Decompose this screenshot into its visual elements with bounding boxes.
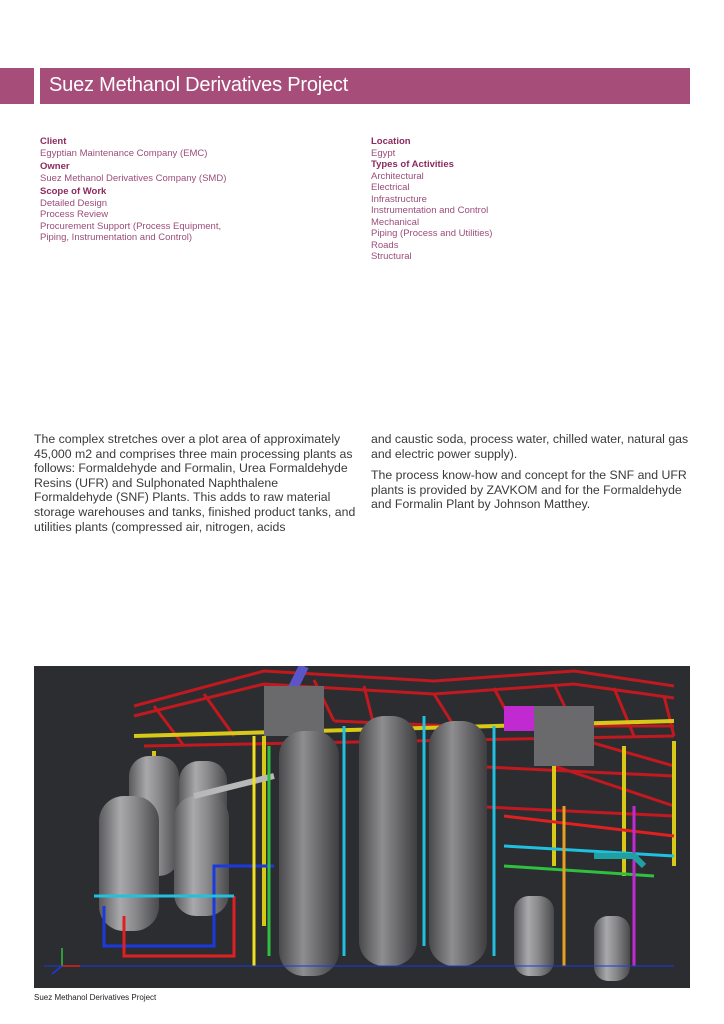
body-paragraph: The process know-how and concept for the SNF and UFR plants is provided by ZAVKOM and for the Formaldehyde and Formalin Plant by Johnson Matthey.: [371, 468, 687, 512]
scope-item: Piping, Instrumentation and Control): [40, 232, 193, 243]
plant-3d-model-image: [34, 666, 690, 988]
info-left-column: [40, 136, 340, 244]
activity-item: Instrumentation and Control: [371, 205, 489, 216]
title-bar: [40, 68, 690, 104]
body-left-column: [34, 432, 356, 541]
activity-item: Roads: [371, 239, 399, 251]
info-right-column: [371, 136, 671, 263]
client-label: Client: [40, 136, 67, 147]
header-accent-tab: [0, 68, 34, 104]
activity-item: Piping (Process and Utilities): [371, 228, 493, 239]
client-value: Egyptian Maintenance Company (EMC): [40, 147, 208, 159]
owner-value: Suez Methanol Derivatives Company (SMD): [40, 172, 227, 184]
body-right-column: [371, 432, 693, 519]
location-value: Egypt: [371, 147, 396, 159]
page-title: Suez Methanol Derivatives Project: [49, 74, 349, 96]
scope-item: Process Review: [40, 209, 109, 220]
activity-item: Structural: [371, 251, 412, 262]
body-paragraph: The complex stretches over a plot area of approximately 45,000 m2 and comprises three main processing plants as follows: Formaldehyde and Formalin, Urea Formaldehyde Resins (UFR) and Sulphonated Naphthalene Formaldehyde (SNF) Plants. This adds to raw material storage warehouses and tanks, finished product tanks, and utilities plants (compressed air, nitrogen, acids: [34, 432, 356, 534]
activity-item: Mechanical: [371, 216, 420, 228]
activities-label: Types of Activities: [371, 159, 454, 170]
activity-item: Infrastructure: [371, 193, 427, 205]
activity-item: Electrical: [371, 182, 410, 193]
scope-item: Detailed Design: [40, 197, 108, 209]
body-paragraph: and caustic soda, process water, chilled water, natural gas and electric power supply).: [371, 432, 689, 461]
scope-label: Scope of Work: [40, 186, 107, 197]
figure-caption: Suez Methanol Derivatives Project: [34, 993, 157, 1002]
activity-item: Architectural: [371, 170, 424, 182]
location-label: Location: [371, 136, 411, 147]
scope-item: Procurement Support (Process Equipment,: [40, 220, 222, 232]
owner-label: Owner: [40, 161, 70, 172]
